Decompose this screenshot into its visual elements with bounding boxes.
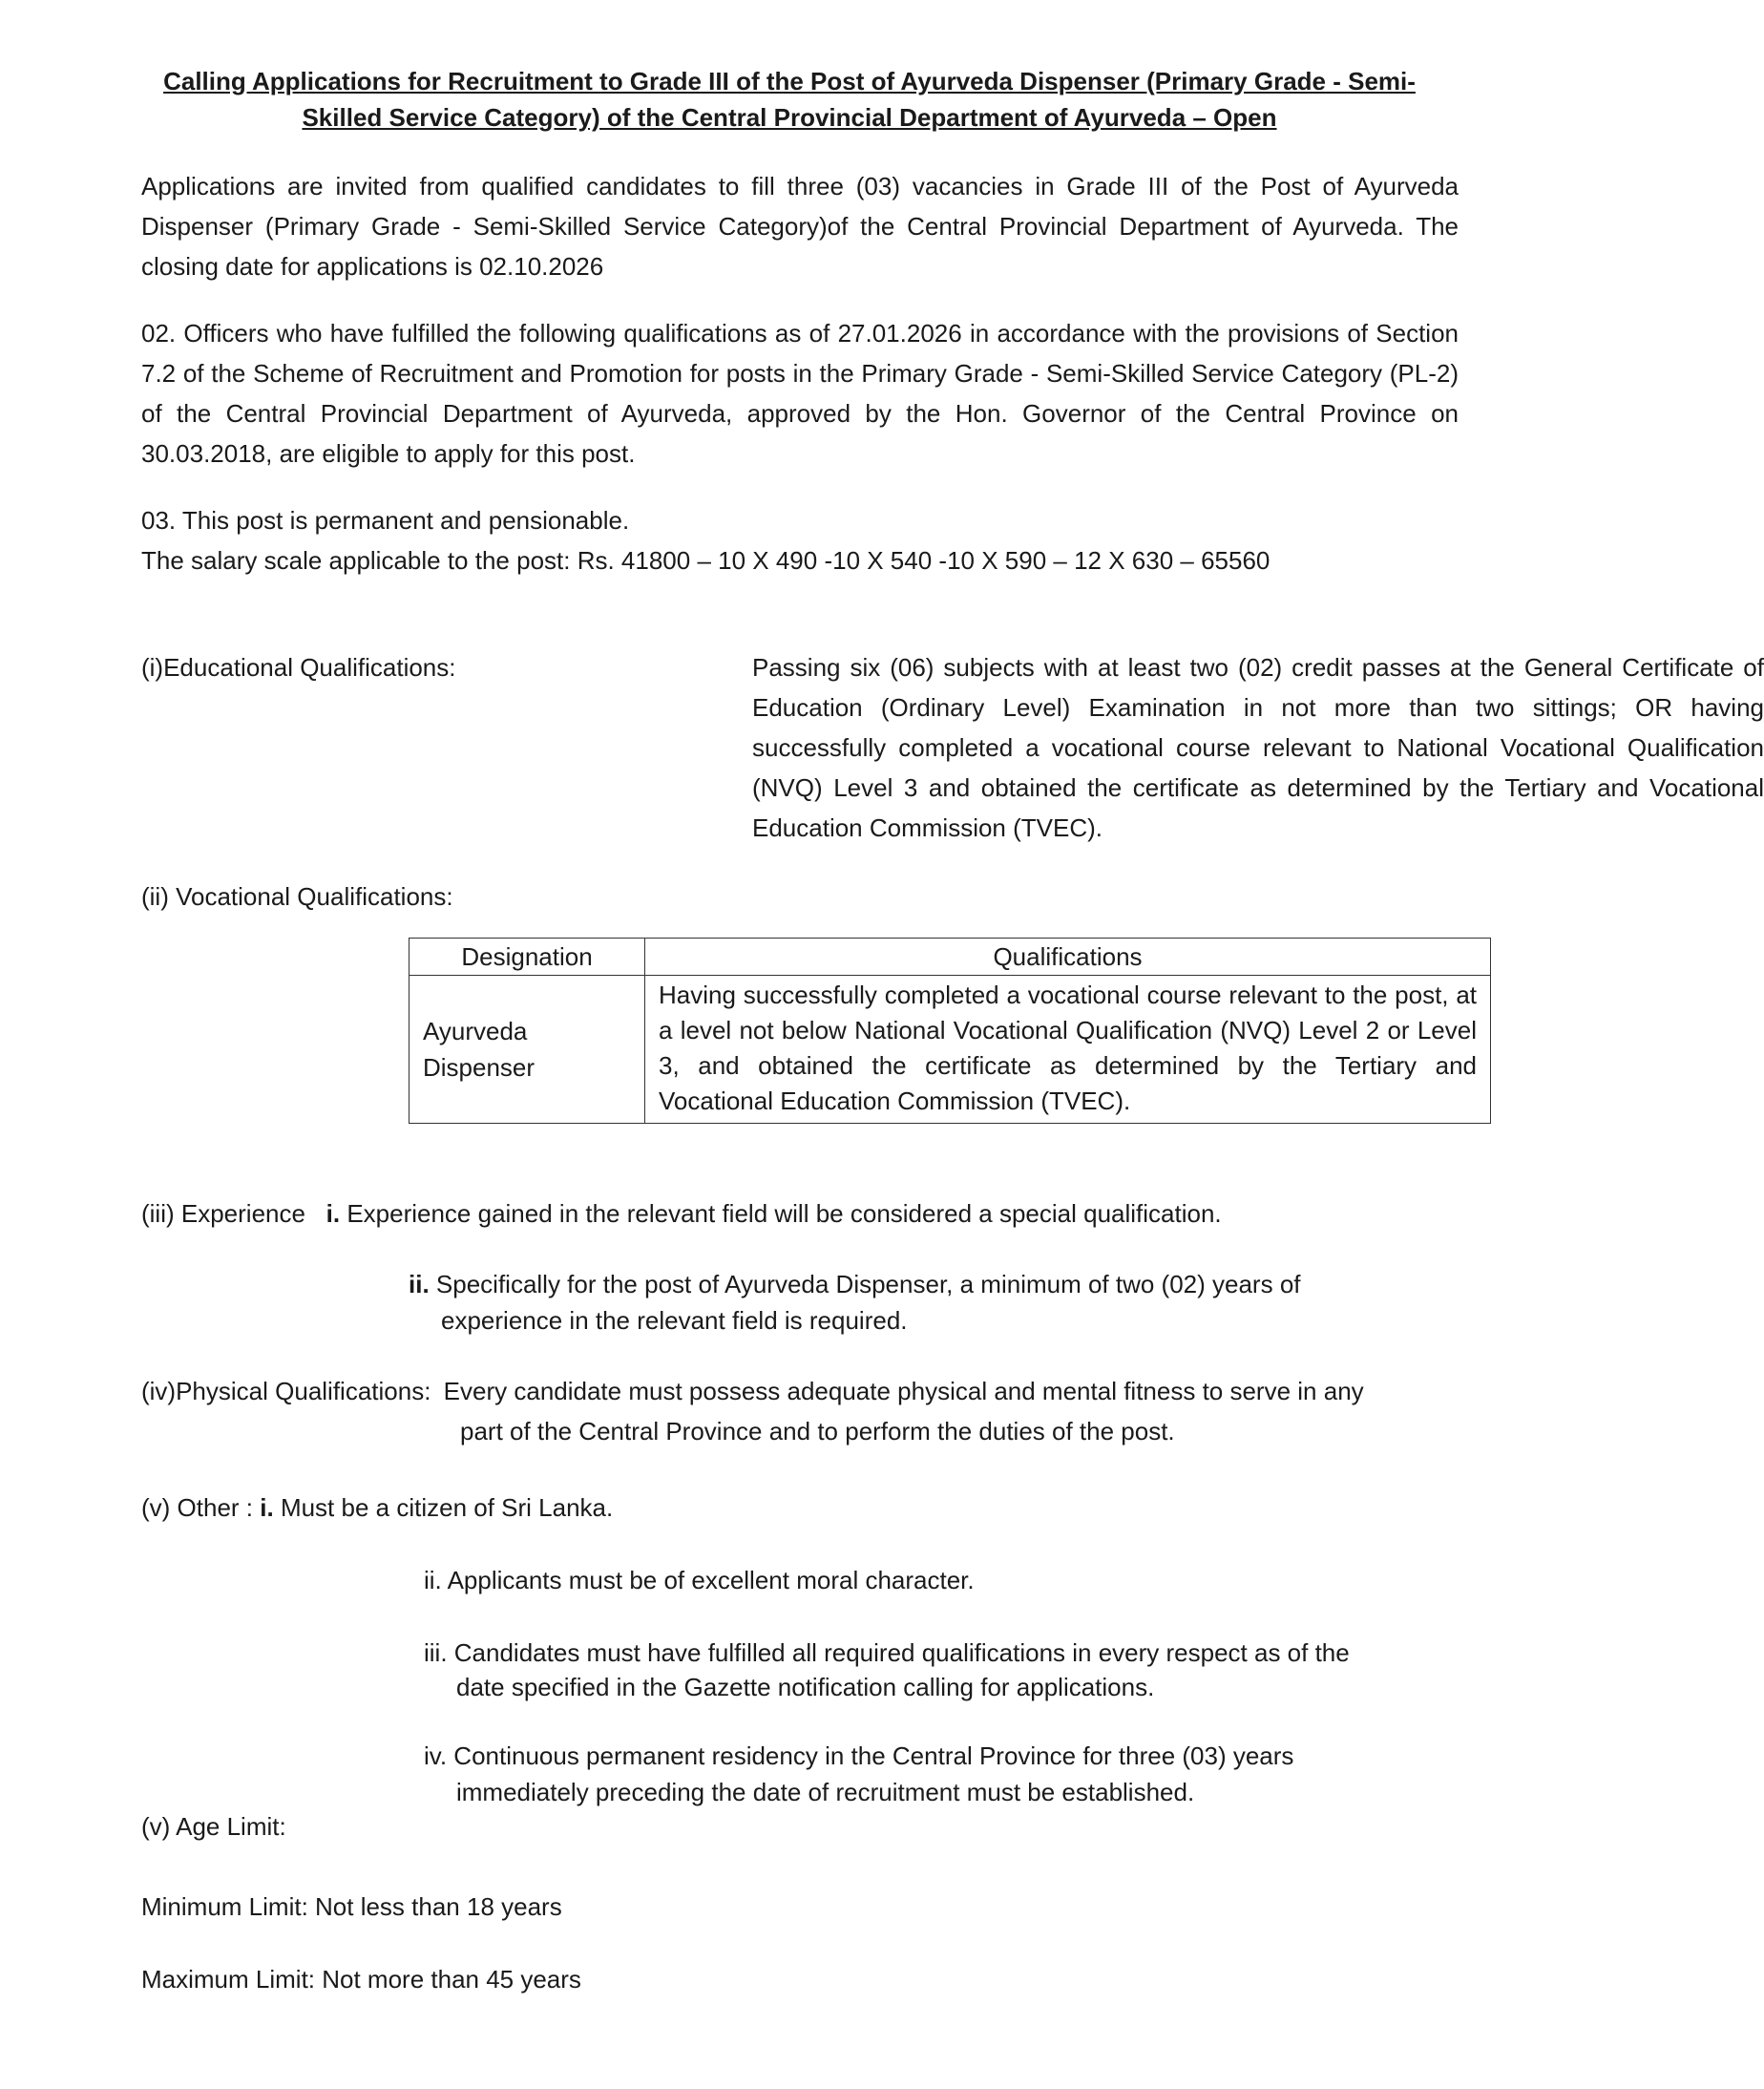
other-item-1-text: Must be a citizen of Sri Lanka. [280,1493,614,1522]
age-minimum: Minimum Limit: Not less than 18 years [141,1892,562,1921]
physical-qualifications [141,1371,1459,1411]
salary-scale: The salary scale applicable to the post: Rs. 41800 – 10 X 490 -10 X 540 -10 X 590 – 12 X 630 – 65560 [141,546,1270,575]
experience-item-2-marker: ii. [409,1270,430,1298]
table-header-row [410,939,1491,976]
row-designation: Ayurveda Dispenser [410,976,645,1124]
row-qualification: Having successfully completed a vocational course relevant to the post, at a level not below National Vocational Qualification (NVQ) Level 2 or Level 3, and obtained the certificate as determined by the Tertiary and Vocational Education Commission (TVEC). [645,976,1491,1124]
section-02-paragraph: 02. Officers who have fulfilled the following qualifications as of 27.01.2026 in accordance with the provisions of Section 7.2 of the Scheme of Recruitment and Promotion for posts in the Primary Grade - Semi-Skilled Service Category (PL-2) of the Central Provincial Department of Ayurveda, approved by the Hon. Governor of the Central Province on 30.03.2018, are eligible to apply for this post. [141,319,1459,468]
other-item-4-line1: iv. Continuous permanent residency in the Central Province for three (03) years [424,1741,1294,1770]
other-item-2: ii. Applicants must be of excellent moral character. [424,1566,975,1594]
page-title: Calling Applications for Recruitment to Grade III of the Post of Ayurveda Dispenser (Primary Grade - Semi-Skilled Service Category) of the Central Provincial Department of Ayurveda – Open [163,67,1416,132]
intro-paragraph: Applications are invited from qualified candidates to fill three (03) vacancies in Grade III of the Post of Ayurveda Dispenser (Primary Grade - Semi-Skilled Service Category)of the Central Provincial Department of Ayurveda. The closing date for applications is 02.10.2026 [141,172,1459,281]
experience-item-1 [141,1193,1222,1234]
experience-item-2 [409,1266,1439,1339]
other-item-3-line2: date specified in the Gazette notification calling for applications. [456,1673,1155,1701]
table-row [410,976,1491,1124]
other-item-3-line1: iii. Candidates must have fulfilled all required qualifications in every respect as of the [424,1638,1350,1667]
physical-line2: part of the Central Province and to perform the duties of the post. [460,1417,1175,1445]
experience-item-1-marker: i. [326,1199,341,1228]
section-03-line1: 03. This post is permanent and pensionable. [141,506,630,535]
physical-label: (iv)Physical Qualifications: [141,1377,431,1405]
experience-item-2-line2: experience in the relevant field is required. [441,1306,908,1335]
other-item-1-marker: i. [260,1493,274,1522]
vocational-qualifications-label: (ii) Vocational Qualifications: [141,882,453,911]
experience-item-1-text: Experience gained in the relevant field will be considered a special qualification. [346,1199,1222,1228]
other-item-4-line2: immediately preceding the date of recruitment must be established. [456,1778,1195,1806]
other-label: (v) Other : [141,1493,254,1522]
age-maximum: Maximum Limit: Not more than 45 years [141,1965,581,1994]
educational-qualifications-block [447,647,1764,848]
other-item-1 [141,1488,613,1528]
vocational-qualifications-table [409,938,1491,1124]
header-qualifications: Qualifications [645,939,1491,976]
experience-label: (iii) Experience [141,1199,305,1228]
experience-item-2-line1: Specifically for the post of Ayurveda Dispenser, a minimum of two (02) years of [435,1270,1301,1298]
age-limit-label: (v) Age Limit: [141,1812,286,1841]
physical-line1: Every candidate must possess adequate physical and mental fitness to serve in any [443,1377,1364,1405]
educational-qualifications-text: Passing six (06) subjects with at least two (02) credit passes at the General Certificate of Education (Ordinary Level) Examination in not more than two sittings; OR having successfully completed a vocational course relevant to National Vocational Qualification (NVQ) Level 3 and obtained the certificate as determined by the Tertiary and Vocational Education Commission (TVEC). [752,653,1764,842]
header-designation: Designation [410,939,645,976]
educational-qualifications-label: (i)Educational Qualifications: [141,653,456,682]
